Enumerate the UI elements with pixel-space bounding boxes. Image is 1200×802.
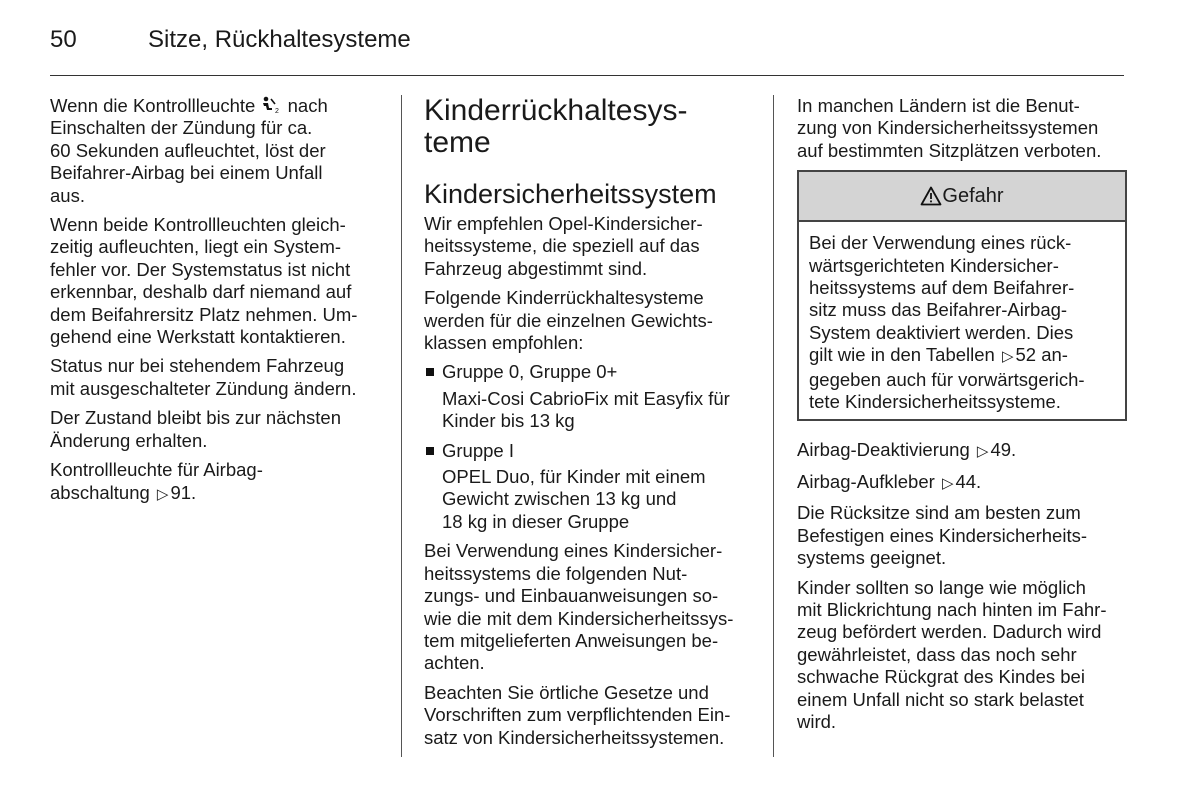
paragraph-status-change: Status nur bei stehendem Fahrzeug mit ausgeschalteter Zündung ändern. bbox=[50, 355, 357, 399]
warning-title: Gefahr bbox=[942, 184, 1004, 207]
list-item-group-1 bbox=[424, 440, 758, 462]
paragraph-state-persists: Der Zustand bleibt bis zur nächsten Änderung erhalten. bbox=[50, 407, 342, 451]
list-item-group-0 bbox=[424, 361, 758, 383]
page-number: 50 bbox=[50, 26, 77, 53]
paragraph-usage-instructions: Bei Verwendung eines Kindersicher- heitssystems die folgenden Nut- zungs- und Einbauanweisungen so- wie die mit dem Kindersicherheitssys- tem mitgelieferten Anweisungen be- achten. bbox=[424, 540, 734, 674]
column-divider-1 bbox=[401, 95, 402, 757]
group-description: OPEL Duo, für Kinder mit einem Gewicht zwischen 13 kg und 18 kg in dieser Gruppe bbox=[442, 466, 706, 532]
page-reference-icon: ▷ bbox=[941, 474, 954, 492]
group-description: Maxi-Cosi CabrioFix mit Easyfix für Kinder bis 13 kg bbox=[442, 387, 730, 432]
paragraph-indicator-light: Wenn die Kontrollleuchte 2 nach Einschalten der Zündung für ca. 60 Sekunden aufleuchtet, löst der Beifahrer-Airbag bei einem Unfall aus. bbox=[50, 95, 328, 206]
warning-header bbox=[799, 172, 1125, 222]
page-reference-link[interactable]: 91. bbox=[170, 481, 197, 503]
page-reference-link[interactable]: 52 an- bbox=[1015, 344, 1068, 366]
paragraph-rear-seats: Die Rücksitze sind am besten zum Befestigen eines Kindersicherheits- systems geeignet. bbox=[797, 502, 1087, 569]
paragraph-local-laws: Beachten Sie örtliche Gesetze und Vorschriften zum verpflichtenden Ein- satz von Kindersicherheitssystemen. bbox=[424, 681, 731, 748]
paragraph-weight-classes: Folgende Kinderrückhaltesysteme werden für die einzelnen Gewichts- klassen empfohlen: bbox=[424, 287, 713, 354]
passenger-airbag-off-icon bbox=[260, 96, 282, 114]
section-title: Kinderrückhaltesys- teme bbox=[424, 94, 688, 159]
bullet-square-icon bbox=[426, 368, 434, 376]
group-label: Gruppe I bbox=[442, 439, 514, 461]
danger-warning-box bbox=[797, 170, 1127, 421]
paragraph-recommendation: Wir empfehlen Opel-Kindersicher- heitssysteme, die speziell auf das Fahrzeug abgestimmt sind. bbox=[424, 213, 703, 279]
paragraph-rear-facing: Kinder sollten so lange wie möglich mit Blickrichtung nach hinten im Fahr- zeug befördert werden. Dadurch wird gewährleistet, dass das noch sehr schwache Rückgrat des Kindes bei einem Unfall nicht so stark belastet wird. bbox=[797, 576, 1107, 732]
subsection-title: Kindersicherheitssystem bbox=[424, 179, 717, 209]
page-reference-icon: ▷ bbox=[1001, 348, 1014, 366]
warning-triangle-icon bbox=[920, 186, 942, 206]
column-middle bbox=[424, 95, 758, 756]
page-reference-icon: ▷ bbox=[156, 485, 169, 503]
column-right bbox=[797, 95, 1127, 740]
bullet-square-icon bbox=[426, 447, 434, 455]
warning-body: Bei der Verwendung eines rück- wärtsgerichteten Kindersicher- heitssystems auf dem Beifahrer- sitz muss das Beifahrer-Airbag- System deaktiviert werden. Dies gilt wie in den Tabellen ▷ 52 an- gegeben auch für vorwärtsgerich- tete Kindersicherheitssysteme. bbox=[809, 232, 1085, 413]
reference-airbag-label: Airbag-Aufkleber ▷ 44. bbox=[797, 471, 1127, 495]
chapter-title: Sitze, Rückhaltesysteme bbox=[148, 26, 411, 53]
page-reference-link[interactable]: 49. bbox=[990, 439, 1017, 461]
paragraph-airbag-off-light: Kontrollleuchte für Airbag- abschaltung ▷ 91. bbox=[50, 459, 382, 506]
page-reference-icon: ▷ bbox=[976, 443, 989, 461]
page-reference-link[interactable]: 44. bbox=[955, 470, 982, 492]
header-divider bbox=[50, 75, 1124, 76]
column-left bbox=[50, 95, 382, 513]
paragraph-country-restrictions: In manchen Ländern ist die Benut- zung von Kindersicherheitssystemen auf bestimmten Sitzplätzen verboten. bbox=[797, 95, 1102, 161]
reference-airbag-deactivation: Airbag-Deaktivierung ▷ 49. bbox=[797, 439, 1127, 463]
page-header bbox=[50, 26, 1124, 74]
paragraph-system-fault: Wenn beide Kontrollleuchten gleich- zeitig aufleuchten, liegt ein System- fehler vor. Der Systemstatus ist nicht erkennbar, deshalb darf niemand auf dem Beifahrersitz Platz nehmen. Um- gehend eine Werkstatt kontaktieren. bbox=[50, 214, 358, 348]
group-label: Gruppe 0, Gruppe 0+ bbox=[442, 361, 618, 383]
column-divider-2 bbox=[773, 95, 774, 757]
svg-text:2: 2 bbox=[275, 108, 280, 114]
